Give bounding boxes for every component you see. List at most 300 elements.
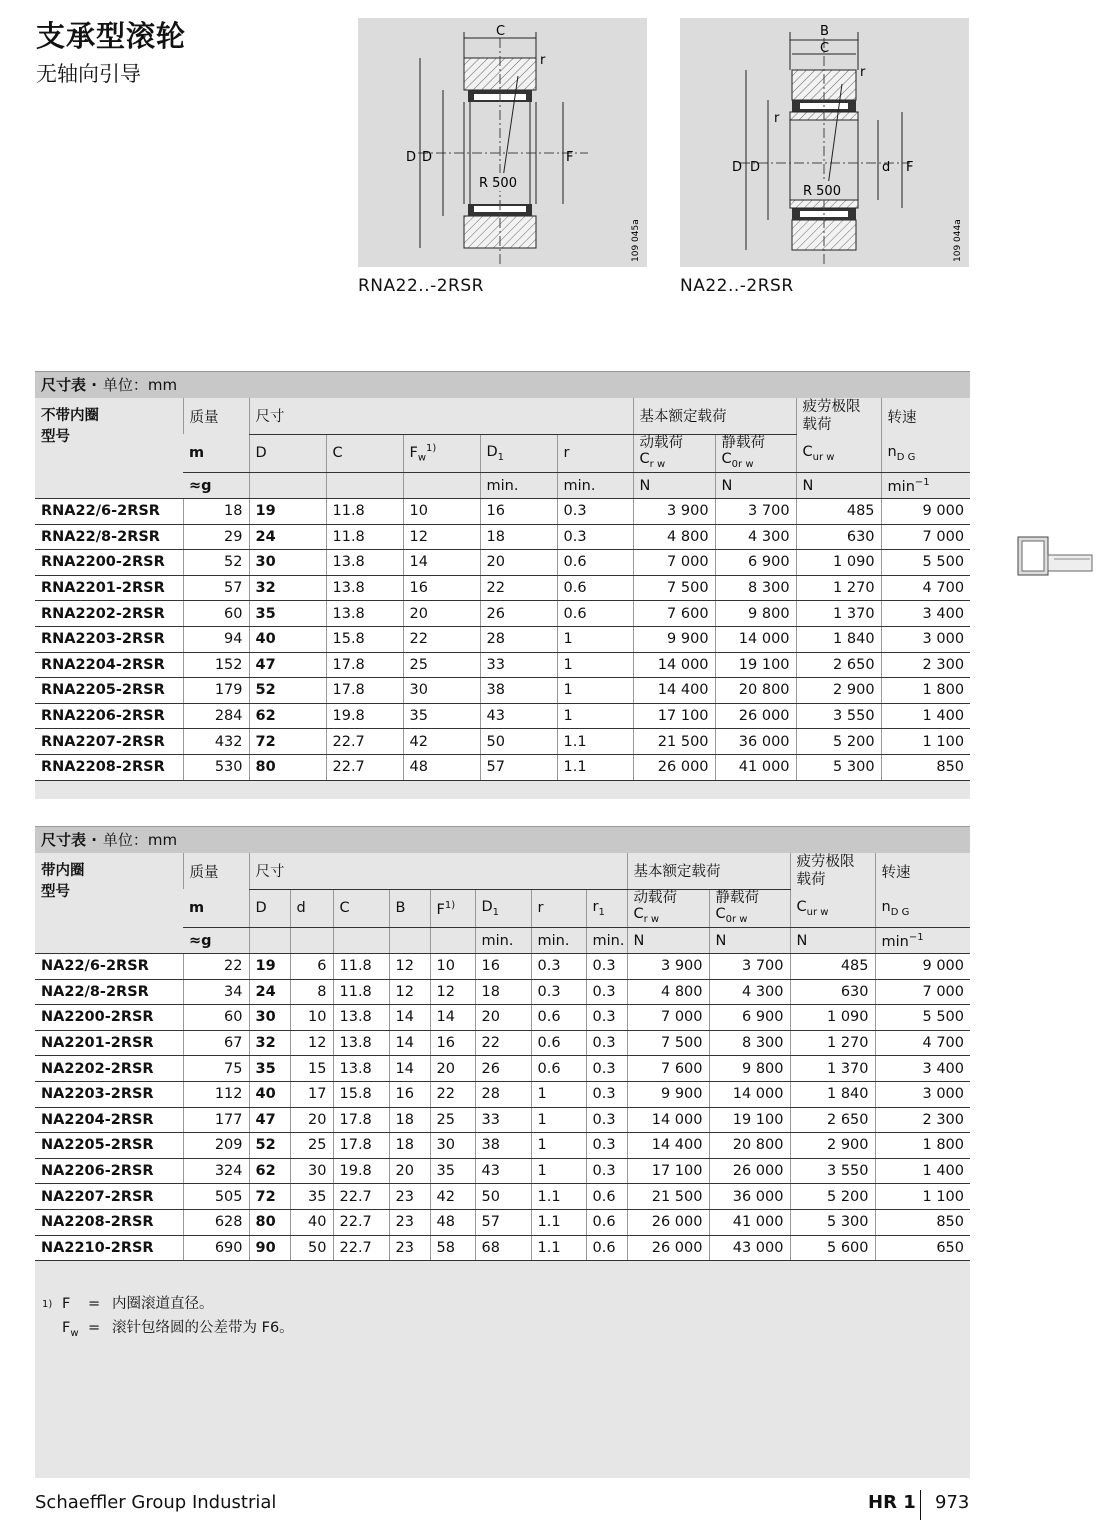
footer-catalog: HR 1 [868,1492,916,1513]
value-cell: 90 [249,1235,290,1261]
value-cell: 30 [403,678,480,704]
value-cell: 22.7 [326,729,403,755]
unit-empty [290,928,333,954]
unit-n: N [790,928,875,954]
drawing-rna [358,18,647,267]
value-cell: 6 900 [709,1005,790,1031]
value-cell: 19.8 [326,703,403,729]
value-cell: 32 [249,1030,290,1056]
value-cell: 20 [290,1107,333,1133]
value-cell: 1 370 [790,1056,875,1082]
radius-label: R 500 [479,176,517,191]
value-cell: 28 [480,626,557,652]
col-dyn: 动载荷 $C_{r w}$ [633,434,715,473]
value-cell: 94 [183,626,249,652]
dim-label-fw: F [566,150,574,165]
col-ndg: $n_{D G}$ [875,889,970,928]
value-cell: 10 [290,1005,333,1031]
value-cell: 1 840 [796,626,881,652]
value-cell: 17 [290,1081,333,1107]
value-cell: 57 [475,1209,531,1235]
value-cell: 432 [183,729,249,755]
unit-r: min. [557,473,633,499]
value-cell: 1 400 [875,1158,970,1184]
col-header-fatigue: 疲劳极限 载荷 [796,398,881,434]
value-cell: 4 700 [875,1030,970,1056]
dim-label-r: r [860,65,866,80]
unit-r1: min. [586,928,627,954]
value-cell: 13.8 [333,1005,389,1031]
footnotes [42,1295,294,1343]
unit-empty [249,928,290,954]
value-cell: 1.1 [531,1184,586,1210]
value-cell: 41 000 [715,754,796,780]
col-r1: $r_1$ [586,889,627,928]
value-cell: 36 000 [709,1184,790,1210]
value-cell: 38 [480,678,557,704]
value-cell: 0.3 [586,953,627,979]
value-cell: 12 [389,979,430,1005]
value-cell: 2 300 [875,1107,970,1133]
value-cell: 6 900 [715,550,796,576]
value-cell: 17.8 [326,652,403,678]
col-stat: 静载荷 $C_{0r w}$ [709,889,790,928]
value-cell: 20 [389,1158,430,1184]
value-cell: 0.3 [557,498,633,524]
table2 [35,853,970,1261]
designation-cell: NA2210-2RSR [35,1235,183,1261]
value-cell: 52 [249,678,326,704]
designation-cell: RNA2206-2RSR [35,703,183,729]
value-cell: 47 [249,652,326,678]
col-header-mass: 质量 [183,398,249,434]
value-cell: 152 [183,652,249,678]
footnote-eq: = [88,1319,101,1336]
value-cell: 18 [389,1133,430,1159]
value-cell: 0.3 [586,1056,627,1082]
value-cell: 0.3 [586,1158,627,1184]
designation-cell: NA2200-2RSR [35,1005,183,1031]
value-cell: 20 800 [715,678,796,704]
value-cell: 20 [403,601,480,627]
value-cell: 62 [249,1158,290,1184]
table-row [35,524,970,550]
value-cell: 26 [480,601,557,627]
value-cell: 22 [475,1030,531,1056]
value-cell: 23 [389,1235,430,1261]
value-cell: 35 [290,1184,333,1210]
value-cell: 209 [183,1133,249,1159]
value-cell: 18 [389,1107,430,1133]
value-cell: 5 300 [790,1209,875,1235]
value-cell: 13.8 [333,1030,389,1056]
page-number: 973 [935,1492,970,1513]
value-cell: 0.6 [586,1184,627,1210]
value-cell: 13.8 [333,1056,389,1082]
bearing-thumbnail-icon [1014,533,1094,579]
value-cell: 16 [480,498,557,524]
drawing-code: 109 044a [953,219,963,262]
value-cell: 30 [249,1005,290,1031]
table-row [35,652,970,678]
value-cell: 22.7 [333,1235,389,1261]
value-cell: 32 [249,575,326,601]
footer-company: Schaeffler Group Industrial [35,1492,277,1513]
dim-label-d: D [406,150,417,165]
unit-mass: ≈g [183,473,249,499]
table1-body [35,498,970,780]
value-cell: 30 [249,550,326,576]
value-cell: 19 [249,498,326,524]
value-cell: 11.8 [333,953,389,979]
col-D: D [249,434,326,473]
table-row [35,626,970,652]
value-cell: 9 800 [715,601,796,627]
value-cell: 4 300 [715,524,796,550]
value-cell: 22 [480,575,557,601]
col-header-dims: 尺寸 [249,853,627,889]
designation-cell: RNA2208-2RSR [35,754,183,780]
value-cell: 10 [430,953,475,979]
table-row [35,1056,970,1082]
col-header-load: 基本额定载荷 [633,398,796,434]
value-cell: 23 [389,1184,430,1210]
value-cell: 14 400 [627,1133,709,1159]
value-cell: 5 500 [875,1005,970,1031]
value-cell: 42 [403,729,480,755]
value-cell: 17 100 [627,1158,709,1184]
col-header-mass: 质量 [183,853,249,889]
table1 [35,398,970,781]
value-cell: 52 [249,1133,290,1159]
value-cell: 60 [183,601,249,627]
value-cell: 20 [480,550,557,576]
value-cell: 2 650 [790,1107,875,1133]
value-cell: 0.3 [586,1030,627,1056]
value-cell: 26 000 [627,1209,709,1235]
value-cell: 80 [249,754,326,780]
value-cell: 48 [430,1209,475,1235]
value-cell: 15.8 [326,626,403,652]
value-cell: 0.3 [531,953,586,979]
value-cell: 25 [290,1133,333,1159]
value-cell: 33 [475,1107,531,1133]
value-cell: 80 [249,1209,290,1235]
col-B: B [389,889,430,928]
value-cell: 50 [475,1184,531,1210]
table-row [35,1158,970,1184]
table-row [35,1030,970,1056]
col-Fw: $F_w^{1)}$ [403,434,480,473]
value-cell: 47 [249,1107,290,1133]
value-cell: 1 [531,1081,586,1107]
col-header-type: 带内圈 型号 [35,853,183,953]
value-cell: 17.8 [333,1133,389,1159]
value-cell: 52 [183,550,249,576]
value-cell: 2 650 [796,652,881,678]
value-cell: 7 500 [627,1030,709,1056]
dim-label-f: F [906,160,914,175]
value-cell: 7 000 [881,524,970,550]
value-cell: 22 [183,953,249,979]
value-cell: 41 000 [709,1209,790,1235]
value-cell: 13.8 [326,575,403,601]
value-cell: 24 [249,524,326,550]
footnote-key: $F_w$ [62,1319,79,1339]
col-C: C [326,434,403,473]
radius-label: R 500 [803,184,841,199]
value-cell: 26 000 [709,1158,790,1184]
unit-speed: $\min^{-1}$ [875,928,970,954]
drawing-na [680,18,969,267]
col-header-speed: 转速 [875,853,970,889]
value-cell: 40 [249,626,326,652]
value-cell: 0.3 [586,1005,627,1031]
value-cell: 1 090 [796,550,881,576]
table-row [35,1184,970,1210]
value-cell: 0.6 [557,575,633,601]
dim-label-bore: d [882,160,891,175]
unit-n: N [709,928,790,954]
col-curw: $C_{ur w}$ [790,889,875,928]
table-row [35,1209,970,1235]
col-m: m [183,434,249,473]
designation-cell: RNA2203-2RSR [35,626,183,652]
table2-panel [35,826,970,1478]
value-cell: 23 [389,1209,430,1235]
value-cell: 7 600 [627,1056,709,1082]
value-cell: 850 [881,754,970,780]
table-row [35,979,970,1005]
col-D: D [249,889,290,928]
value-cell: 7 500 [633,575,715,601]
value-cell: 1 800 [881,678,970,704]
value-cell: 7 000 [627,1005,709,1031]
unit-d1: min. [475,928,531,954]
value-cell: 2 300 [881,652,970,678]
unit-empty [249,473,326,499]
value-cell: 13.8 [326,550,403,576]
value-cell: 0.6 [557,601,633,627]
value-cell: 485 [790,953,875,979]
col-header-dims: 尺寸 [249,398,633,434]
value-cell: 0.6 [531,1056,586,1082]
value-cell: 19 [249,953,290,979]
value-cell: 7 600 [633,601,715,627]
value-cell: 9 000 [881,498,970,524]
value-cell: 12 [403,524,480,550]
value-cell: 2 900 [796,678,881,704]
value-cell: 20 [475,1005,531,1031]
unit-empty [430,928,475,954]
value-cell: 284 [183,703,249,729]
page-title: 支承型滚轮 [36,19,187,53]
value-cell: 7 000 [633,550,715,576]
col-D1: $D_1$ [475,889,531,928]
value-cell: 1 [531,1158,586,1184]
figure-caption-rna: RNA22..-2RSR [358,276,484,296]
value-cell: 25 [430,1107,475,1133]
unit-n: N [633,473,715,499]
value-cell: 1.1 [531,1235,586,1261]
value-cell: 7 000 [875,979,970,1005]
value-cell: 650 [875,1235,970,1261]
value-cell: 22.7 [333,1184,389,1210]
col-d: d [290,889,333,928]
designation-cell: NA22/6-2RSR [35,953,183,979]
designation-cell: NA2208-2RSR [35,1209,183,1235]
value-cell: 1 270 [790,1030,875,1056]
unit-empty [333,928,389,954]
value-cell: 42 [430,1184,475,1210]
designation-cell: NA2201-2RSR [35,1030,183,1056]
col-m: m [183,889,249,928]
table2-section-header: 尺寸表 · 单位：mm [35,826,970,853]
value-cell: 14 000 [715,626,796,652]
value-cell: 12 [389,953,430,979]
value-cell: 8 300 [709,1030,790,1056]
designation-cell: RNA2205-2RSR [35,678,183,704]
col-r: r [557,434,633,473]
value-cell: 0.3 [531,979,586,1005]
designation-cell: NA2205-2RSR [35,1133,183,1159]
designation-cell: NA2203-2RSR [35,1081,183,1107]
value-cell: 0.6 [586,1235,627,1261]
value-cell: 11.8 [333,979,389,1005]
col-dyn: 动载荷 $C_{r w}$ [627,889,709,928]
value-cell: 4 300 [709,979,790,1005]
value-cell: 2 900 [790,1133,875,1159]
value-cell: 50 [290,1235,333,1261]
value-cell: 14 [430,1005,475,1031]
col-header-load: 基本额定载荷 [627,853,790,889]
value-cell: 1 270 [796,575,881,601]
designation-cell: RNA2207-2RSR [35,729,183,755]
value-cell: 0.6 [557,550,633,576]
value-cell: 14 [389,1005,430,1031]
footnote-text: 滚针包络圆的公差带为 F6。 [112,1319,294,1336]
value-cell: 28 [475,1081,531,1107]
value-cell: 30 [430,1133,475,1159]
value-cell: 72 [249,1184,290,1210]
col-stat: 静载荷 $C_{0r w}$ [715,434,796,473]
value-cell: 0.6 [586,1209,627,1235]
value-cell: 26 [475,1056,531,1082]
value-cell: 19 100 [715,652,796,678]
value-cell: 179 [183,678,249,704]
unit-empty [403,473,480,499]
table-row [35,754,970,780]
dim-label-d1: D [750,160,761,175]
designation-cell: NA2207-2RSR [35,1184,183,1210]
value-cell: 33 [480,652,557,678]
value-cell: 4 800 [633,524,715,550]
value-cell: 14 400 [633,678,715,704]
value-cell: 5 200 [796,729,881,755]
designation-cell: NA2206-2RSR [35,1158,183,1184]
value-cell: 15 [290,1056,333,1082]
table1-section-header: 尺寸表 · 单位：mm [35,371,970,398]
value-cell: 19.8 [333,1158,389,1184]
unit-empty [389,928,430,954]
value-cell: 3 550 [790,1158,875,1184]
col-ndg: $n_{D G}$ [881,434,970,473]
designation-cell: RNA22/6-2RSR [35,498,183,524]
value-cell: 40 [290,1209,333,1235]
value-cell: 16 [389,1081,430,1107]
col-C: C [333,889,389,928]
unit-n: N [627,928,709,954]
value-cell: 18 [480,524,557,550]
table-row [35,703,970,729]
value-cell: 1 840 [790,1081,875,1107]
designation-cell: RNA2202-2RSR [35,601,183,627]
value-cell: 8 [290,979,333,1005]
value-cell: 35 [403,703,480,729]
value-cell: 34 [183,979,249,1005]
unit-speed: $\min^{-1}$ [881,473,970,499]
value-cell: 26 000 [633,754,715,780]
value-cell: 485 [796,498,881,524]
footer-divider [920,1490,921,1520]
value-cell: 530 [183,754,249,780]
value-cell: 3 900 [633,498,715,524]
value-cell: 67 [183,1030,249,1056]
value-cell: 72 [249,729,326,755]
unit-d1: min. [480,473,557,499]
value-cell: 1 [531,1107,586,1133]
value-cell: 43 000 [709,1235,790,1261]
table-row [35,1235,970,1261]
value-cell: 3 700 [709,953,790,979]
value-cell: 3 550 [796,703,881,729]
value-cell: 15.8 [333,1081,389,1107]
value-cell: 3 900 [627,953,709,979]
value-cell: 0.3 [586,979,627,1005]
value-cell: 26 000 [627,1235,709,1261]
value-cell: 5 600 [790,1235,875,1261]
value-cell: 630 [796,524,881,550]
unit-mass: ≈g [183,928,249,954]
value-cell: 17 100 [633,703,715,729]
table-row [35,1005,970,1031]
value-cell: 17.8 [333,1107,389,1133]
col-header-fatigue: 疲劳极限 载荷 [790,853,875,889]
value-cell: 0.6 [531,1030,586,1056]
value-cell: 17.8 [326,678,403,704]
table-row [35,953,970,979]
designation-cell: RNA2204-2RSR [35,652,183,678]
value-cell: 1.1 [531,1209,586,1235]
value-cell: 1 [531,1133,586,1159]
value-cell: 35 [249,601,326,627]
value-cell: 10 [403,498,480,524]
unit-n: N [796,473,881,499]
designation-cell: NA2202-2RSR [35,1056,183,1082]
footnote-marker: 1) [42,1299,53,1310]
value-cell: 177 [183,1107,249,1133]
value-cell: 22.7 [326,754,403,780]
value-cell: 22 [403,626,480,652]
value-cell: 5 300 [796,754,881,780]
value-cell: 1 100 [881,729,970,755]
table-row [35,729,970,755]
value-cell: 9 800 [709,1056,790,1082]
table2-body [35,953,970,1260]
value-cell: 0.3 [586,1081,627,1107]
value-cell: 75 [183,1056,249,1082]
value-cell: 9 900 [633,626,715,652]
